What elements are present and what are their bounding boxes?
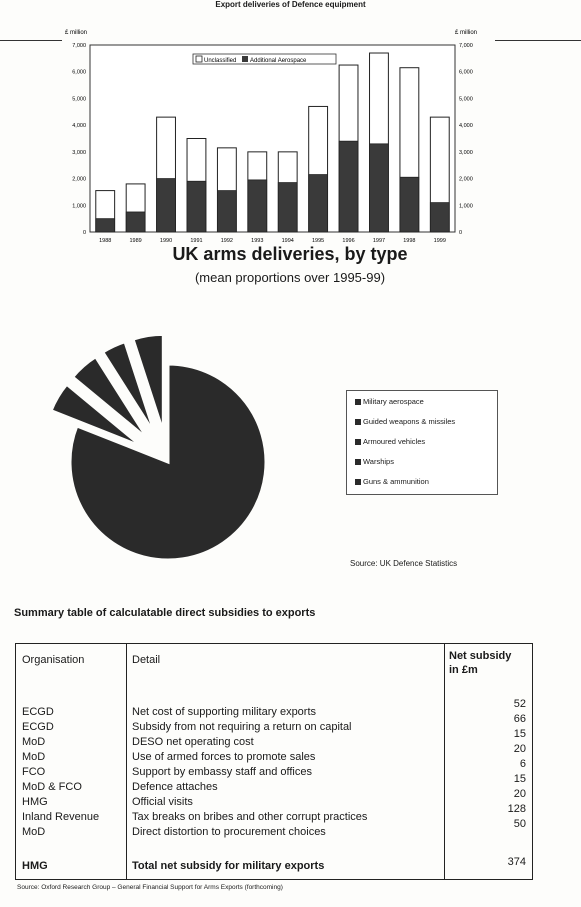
legend-swatch bbox=[355, 439, 361, 445]
y2-tick-label: 3,000 bbox=[459, 149, 473, 156]
column-divider bbox=[444, 644, 445, 879]
y2-tick-label: 2,000 bbox=[459, 176, 473, 183]
legend-label: Guns & ammunition bbox=[363, 477, 429, 486]
legend-label: Guided weapons & missiles bbox=[363, 417, 456, 426]
legend-swatch-unclassified bbox=[196, 56, 202, 62]
y-tick-label: 5,000 bbox=[72, 96, 86, 103]
legend-item bbox=[355, 417, 455, 426]
y-axis-label: £ million bbox=[65, 30, 88, 36]
row-detail: Direct distortion to procurement choices bbox=[132, 826, 326, 838]
legend-label-aerospace: Additional Aerospace bbox=[250, 58, 307, 64]
row-value: 50 bbox=[513, 818, 526, 830]
row-detail: Support by embassy staff and offices bbox=[132, 766, 312, 778]
header-organisation: Organisation bbox=[22, 654, 85, 666]
legend-swatch bbox=[355, 459, 361, 465]
x-tick-label: 1991 bbox=[190, 238, 203, 244]
legend-swatch bbox=[355, 399, 361, 405]
bar-aerospace bbox=[96, 219, 115, 232]
x-tick-label: 1989 bbox=[129, 238, 142, 244]
bar-aerospace bbox=[430, 203, 449, 232]
x-tick-label: 1997 bbox=[372, 238, 386, 244]
bar-aerospace bbox=[157, 179, 176, 232]
y-tick-label: 7,000 bbox=[72, 43, 86, 49]
total-org: HMG bbox=[22, 860, 48, 872]
subsidy-table bbox=[15, 643, 533, 880]
y2-tick-label: 0 bbox=[459, 230, 463, 236]
bar-aerospace bbox=[278, 183, 297, 232]
y2-tick-label: 1,000 bbox=[459, 203, 473, 210]
legend-label-unclassified: Unclassified bbox=[204, 58, 237, 64]
pie-title: UK arms deliveries, by type bbox=[172, 244, 408, 264]
y2-tick-label: 7,000 bbox=[459, 43, 473, 49]
x-tick-label: 1992 bbox=[220, 238, 233, 244]
row-value: 128 bbox=[507, 803, 526, 815]
pie-source: Source: UK Defence Statistics bbox=[350, 559, 458, 568]
row-org: FCO bbox=[22, 766, 46, 778]
x-tick-label: 1994 bbox=[281, 238, 294, 244]
y-tick-label: 4,000 bbox=[72, 123, 86, 130]
legend-label: Military aerospace bbox=[363, 397, 424, 406]
bar-aerospace bbox=[126, 212, 145, 232]
row-value: 15 bbox=[513, 728, 526, 740]
row-detail: DESO net operating cost bbox=[132, 736, 254, 748]
legend-label: Armoured vehicles bbox=[363, 437, 426, 446]
legend-item bbox=[355, 397, 424, 406]
total-detail: Total net subsidy for military exports bbox=[132, 860, 325, 872]
y-tick-label: 0 bbox=[82, 230, 86, 236]
y2-tick-label: 5,000 bbox=[459, 96, 473, 103]
bar-aerospace bbox=[217, 191, 236, 232]
bar-aerospace bbox=[400, 177, 419, 232]
row-detail: Net cost of supporting military exports bbox=[132, 706, 317, 718]
legend-item bbox=[355, 437, 425, 446]
bar-aerospace bbox=[339, 141, 358, 232]
bar-aerospace bbox=[248, 180, 267, 232]
y2-axis-label: £ million bbox=[455, 30, 478, 36]
row-detail: Defence attaches bbox=[132, 781, 218, 793]
row-value: 20 bbox=[513, 743, 526, 755]
table-source: Source: Oxford Research Group – General Financial Support for Arms Exports (forthcoming) bbox=[17, 884, 283, 891]
y-tick-label: 3,000 bbox=[72, 149, 86, 156]
row-detail: Subsidy from not requiring a return on capital bbox=[132, 721, 352, 733]
y-tick-label: 2,000 bbox=[72, 176, 86, 183]
legend-swatch bbox=[355, 419, 361, 425]
row-org: MoD & FCO bbox=[22, 781, 82, 793]
pie-legend bbox=[346, 390, 498, 495]
y-tick-label: 6,000 bbox=[72, 69, 86, 76]
legend-swatch-aerospace bbox=[242, 56, 248, 62]
column-divider bbox=[126, 644, 127, 879]
row-org: MoD bbox=[22, 751, 46, 763]
x-tick-label: 1995 bbox=[312, 238, 325, 244]
header-subsidy-line2: in £m bbox=[449, 664, 478, 676]
x-tick-label: 1999 bbox=[433, 238, 446, 244]
x-tick-label: 1988 bbox=[99, 238, 112, 244]
legend-label: Warships bbox=[363, 457, 394, 466]
legend-item bbox=[355, 457, 394, 466]
row-org: ECGD bbox=[22, 721, 54, 733]
x-tick-label: 1993 bbox=[251, 238, 264, 244]
row-value: 66 bbox=[513, 713, 526, 725]
bar-aerospace bbox=[370, 144, 389, 232]
row-detail: Use of armed forces to promote sales bbox=[132, 751, 316, 763]
header-detail: Detail bbox=[132, 654, 161, 666]
legend-swatch bbox=[355, 479, 361, 485]
row-detail: Official visits bbox=[132, 796, 193, 808]
row-org: HMG bbox=[22, 796, 48, 808]
chart-legend bbox=[193, 54, 336, 64]
y-tick-label: 1,000 bbox=[72, 203, 86, 210]
table-title: Summary table of calculatable direct subsidies to exports bbox=[14, 607, 316, 619]
total-value: 374 bbox=[507, 856, 526, 868]
row-org: ECGD bbox=[22, 706, 54, 718]
row-org: MoD bbox=[22, 736, 46, 748]
bar-aerospace bbox=[309, 175, 328, 232]
bar-aerospace bbox=[187, 181, 206, 232]
pie-subtitle: (mean proportions over 1995-99) bbox=[194, 270, 386, 285]
row-org: MoD bbox=[22, 826, 46, 838]
row-org: Inland Revenue bbox=[22, 811, 100, 823]
x-tick-label: 1996 bbox=[342, 238, 355, 244]
row-detail: Tax breaks on bribes and other corrupt practices bbox=[132, 811, 368, 823]
legend-item bbox=[355, 477, 429, 486]
row-value: 20 bbox=[513, 788, 526, 800]
header-subsidy-line1: Net subsidy bbox=[449, 650, 512, 662]
row-value: 6 bbox=[519, 758, 526, 770]
y2-tick-label: 6,000 bbox=[459, 69, 473, 76]
row-value: 52 bbox=[513, 698, 526, 710]
arms-type-pie-chart bbox=[40, 300, 300, 560]
y2-tick-label: 4,000 bbox=[459, 123, 473, 130]
deliveries-bar-chart bbox=[0, 0, 581, 250]
x-tick-label: 1998 bbox=[403, 238, 416, 244]
row-value: 15 bbox=[513, 773, 526, 785]
x-tick-label: 1990 bbox=[159, 238, 173, 244]
document-title: Export deliveries of Defence equipment bbox=[215, 0, 366, 9]
